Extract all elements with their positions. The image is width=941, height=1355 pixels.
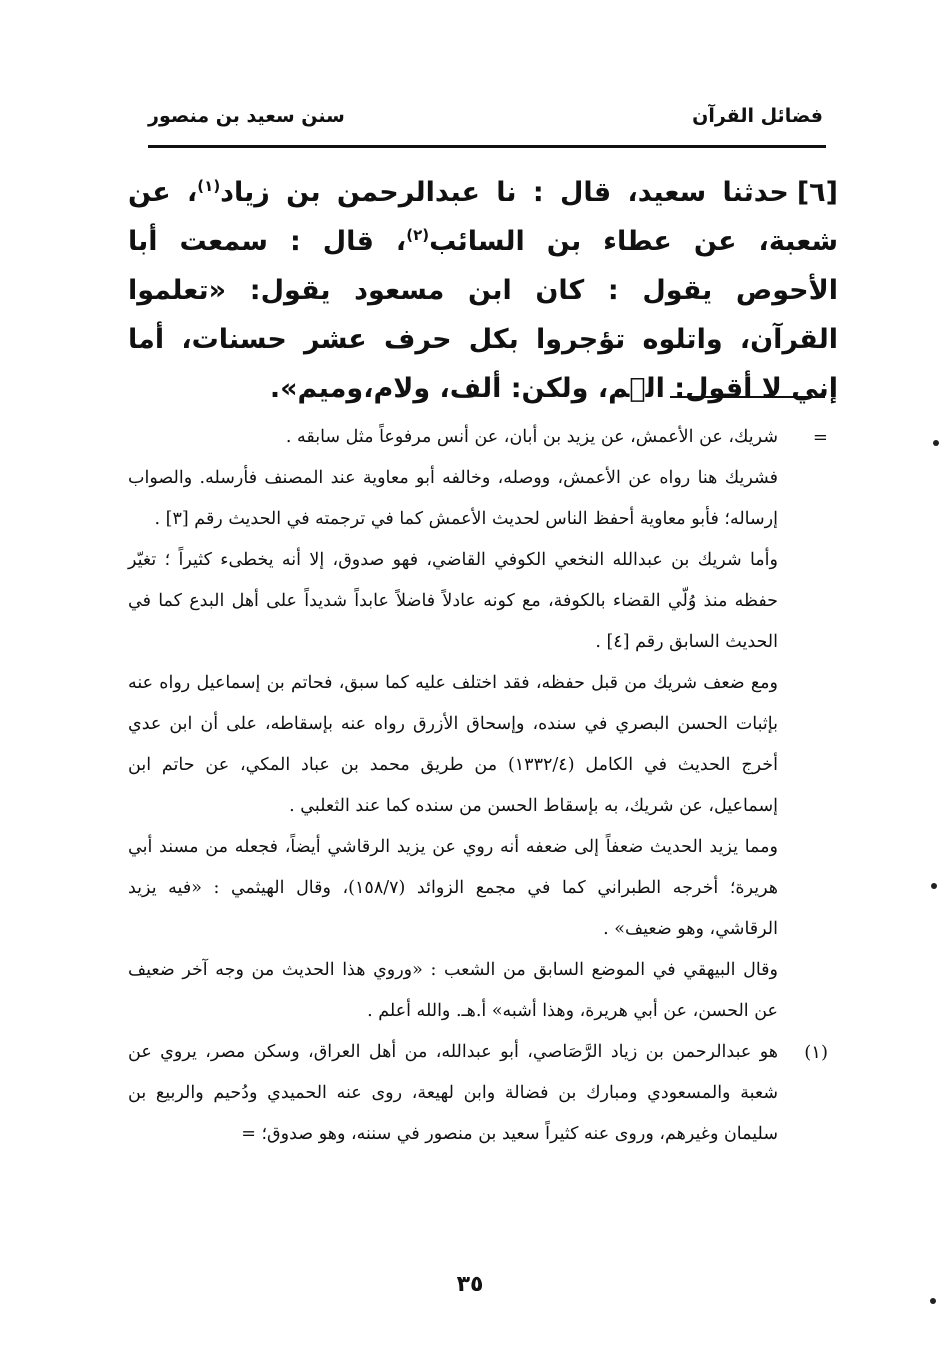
page-number: ٣٥ [456, 1272, 484, 1297]
hadith-text [128, 168, 838, 413]
book-title: فضائل القرآن [692, 105, 823, 127]
footnote-1-marker: (١) [804, 1042, 828, 1063]
header-divider [148, 145, 826, 148]
isnad-part-1: حدثنا سعيد، قال : نا عبدالرحمن بن زياد [220, 177, 789, 208]
hadith-matn: «تعلموا القرآن، واتلوه تؤجروا بكل حرف عشر حسنات، أما إني لا أقول: الۤم، ولكن: ألف، ولام،وميم». [128, 275, 838, 404]
footnote-ref-2: (٢) [406, 226, 430, 244]
collection-title: سنن سعيد بن منصور [148, 105, 345, 127]
footnote-continuation [128, 417, 838, 1032]
footnote-paragraph: فشريك هنا رواه عن الأعمش، ووصله، وخالفه أبو معاوية عند المصنف فأرسله. والصواب إرساله؛ فأبو معاوية أحفظ الناس لحديث الأعمش كما في ترجمته في الحديث رقم [٣] . [128, 468, 778, 529]
footnote-separator [670, 396, 825, 398]
footnote-ref-1: (١) [197, 177, 221, 195]
scan-mark [930, 1298, 936, 1304]
footnote-paragraph: وأما شريك بن عبدالله النخعي الكوفي القاضي، فهو صدوق، إلا أنه يخطىء كثيراً ؛ تغيّر حفظه منذ وُلّي القضاء بالكوفة، مع كونه عادلاً فاضلاً عابداً شديداً على أهل البدع كما في الحديث السابق رقم [٤] . [128, 550, 778, 652]
isnad-part-2: ، عن شعبة، عن عطاء بن السائب [128, 177, 839, 257]
scan-mark [931, 883, 937, 889]
footnote-paragraph: ومما يزيد الحديث ضعفاً إلى ضعفه أنه روي عن يزيد الرقاشي أيضاً، فجعله من مسند أبي هريرة؛ أخرجه الطبراني كما في مجمع الزوائد (١٥٨/٧)، وقال الهيثمي : «فيه يزيد الرقاشي، وهو ضعيف» . [128, 837, 778, 939]
footnote-paragraph: شريك، عن الأعمش، عن يزيد بن أبان، عن أنس مرفوعاً مثل سابقه . [285, 427, 778, 447]
footnote-1 [128, 1032, 838, 1155]
footnote-paragraph: وقال البيهقي في الموضع السابق من الشعب : «وروي هذا الحديث من وجه آخر ضعيف عن الحسن، عن أبي هريرة، وهذا أشبه» أ.هـ. والله أعلم . [128, 960, 778, 1021]
running-header [148, 96, 823, 136]
isnad-part-3: ، قال : سمعت أبا الأحوص يقول : كان ابن مسعود يقول: [128, 226, 838, 306]
footnote-1-text: هو عبدالرحمن بن زياد الرَّصَاصي، أبو عبدالله، من أهل العراق، وسكن مصر، يروي عن شعبة والمسعودي ومبارك بن فضالة وابن لهيعة، روى عنه الحميدي ودُحيم والربيع بن سليمان وغيرهم، وروى عنه كثيراً سعيد بن منصور في سننه، وهو صدوق؛ = [128, 1042, 778, 1144]
scan-mark [933, 440, 939, 446]
footnotes-section [128, 417, 838, 1155]
footnote-paragraph: ومع ضعف شريك من قبل حفظه، فقد اختلف عليه كما سبق، فحاتم بن إسماعيل رواه عنه بإثبات الحسن البصري في سنده، وإسحاق الأزرق رواه عنه بإسقاطه، على أن ابن عدي أخرج الحديث في الكامل (١٣٣٢/٤) من طريق محمد بن عباد المكي، عن حاتم ابن إسماعيل، عن شريك، به بإسقاط الحسن من سنده كما عند الثعلبي . [128, 673, 778, 816]
continuation-marker: = [812, 427, 828, 448]
hadith-number: [٦] [796, 177, 838, 208]
